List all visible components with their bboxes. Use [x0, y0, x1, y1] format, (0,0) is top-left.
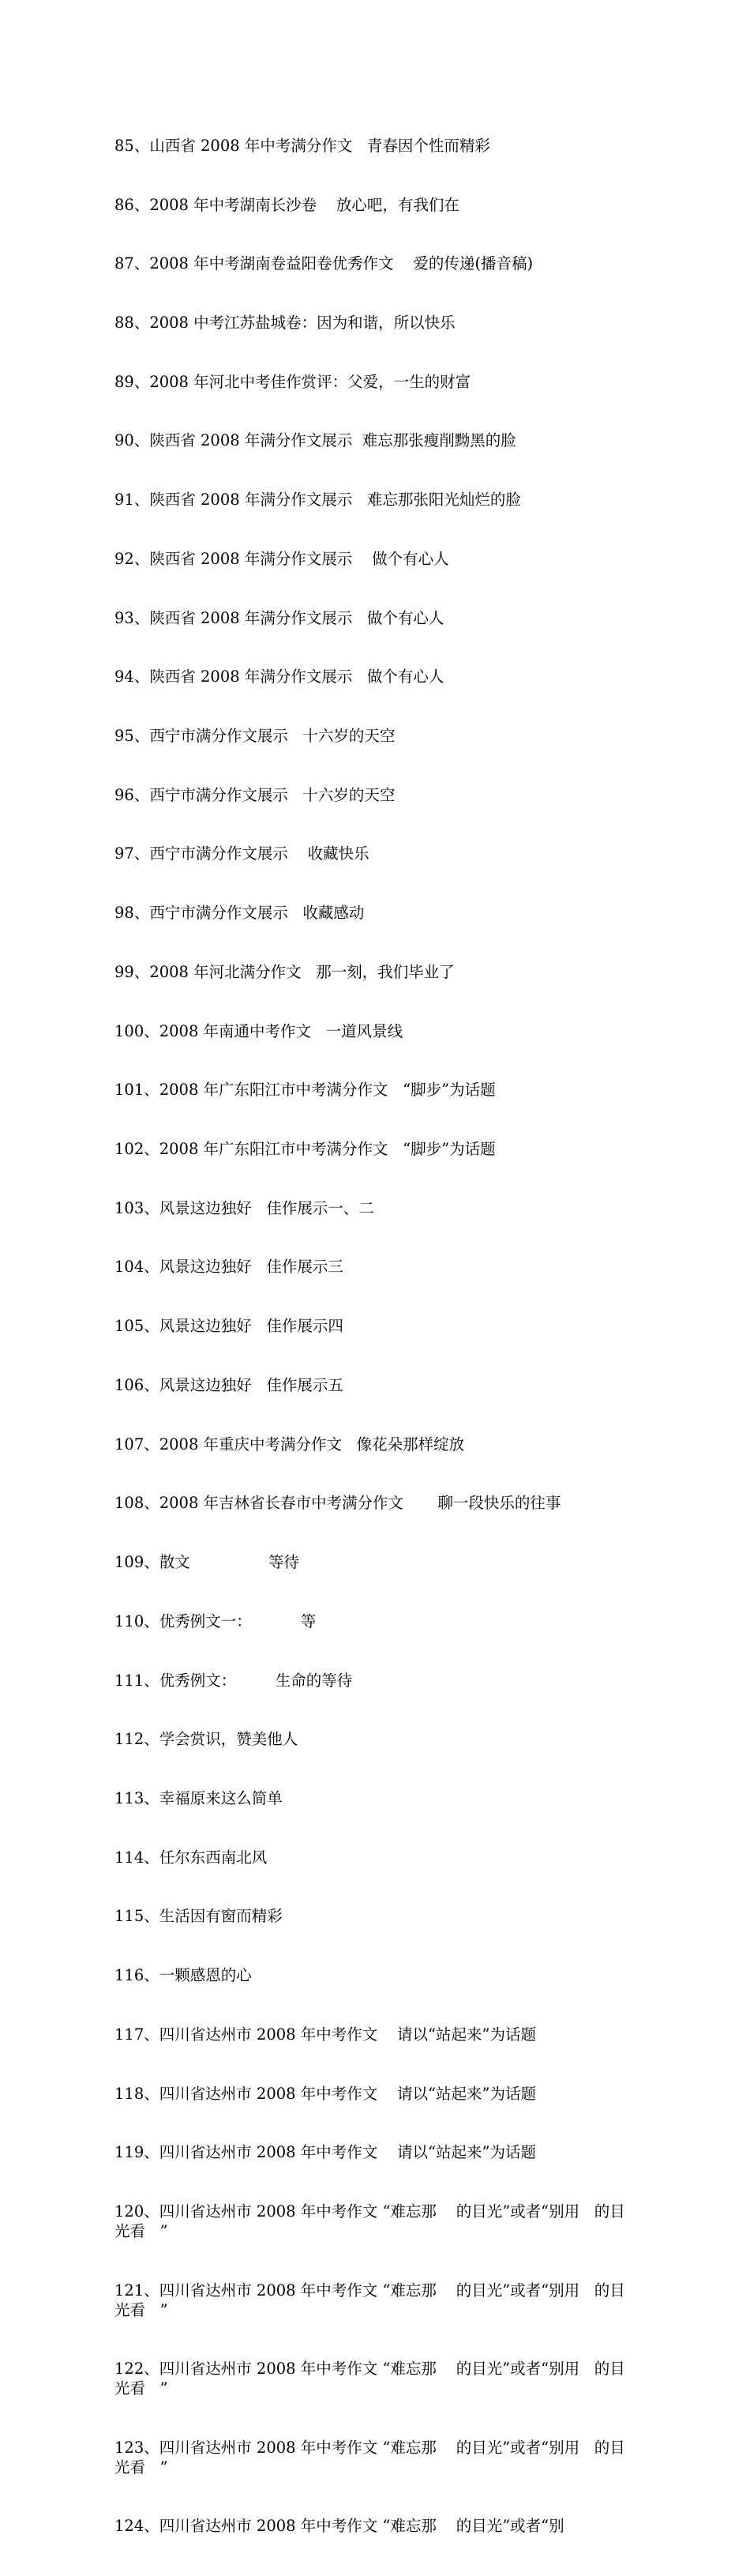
list-item: 105、风景这边独好 佳作展示四 — [114, 1317, 343, 1336]
list-item: 86、2008 年中考湖南长沙卷 放心吧，有我们在 — [114, 195, 459, 214]
list-item: 93、陕西省 2008 年满分作文展示 做个有心人 — [114, 608, 444, 627]
list-item: 115、生活因有窗而精彩 — [114, 1907, 283, 1926]
list-item: 101、2008 年广东阳江市中考满分作文 “脚步”为话题 — [114, 1081, 496, 1100]
list-item: 89、2008 年河北中考佳作赏评：父爱，一生的财富 — [114, 372, 471, 391]
list-item: 102、2008 年广东阳江市中考满分作文 “脚步”为话题 — [114, 1140, 496, 1159]
article-list — [114, 97, 639, 2576]
list-item: 98、西宁市满分作文展示 收藏感动 — [114, 904, 365, 923]
list-item: 123、四川省达州市 2008 年中考作文 “难忘那 的目光”或者“别用 的目光看 ” — [114, 2438, 625, 2476]
list-item: 85、山西省 2008 年中考满分作文 青春因个性而精彩 — [114, 136, 490, 155]
list-item: 92、陕西省 2008 年满分作文展示 做个有心人 — [114, 549, 449, 568]
list-item: 110、优秀例文一： 等 — [114, 1611, 317, 1630]
list-item: 90、陕西省 2008 年满分作文展示 难忘那张瘦削黝黑的脸 — [114, 431, 516, 450]
list-item: 119、四川省达州市 2008 年中考作文 请以“站起来”为话题 — [114, 2143, 536, 2162]
list-item: 118、四川省达州市 2008 年中考作文 请以“站起来”为话题 — [114, 2084, 536, 2103]
list-item: 108、2008 年吉林省长春市中考满分作文 聊一段快乐的往事 — [114, 1494, 561, 1513]
list-item: 113、幸福原来这么简单 — [114, 1788, 283, 1807]
list-item: 106、风景这边独好 佳作展示五 — [114, 1375, 343, 1394]
list-item: 88、2008 中考江苏盐城卷：因为和谐，所以快乐 — [114, 313, 456, 332]
list-item: 97、西宁市满分作文展示 收藏快乐 — [114, 844, 369, 863]
list-item: 96、西宁市满分作文展示 十六岁的天空 — [114, 785, 396, 804]
list-item: 87、2008 年中考湖南卷益阳卷优秀作文 爱的传递(播音稿) — [114, 254, 534, 273]
list-item: 107、2008 年重庆中考满分作文 像花朵那样绽放 — [114, 1435, 465, 1453]
list-item: 116、一颗感恩的心 — [114, 1966, 252, 1985]
list-item: 120、四川省达州市 2008 年中考作文 “难忘那 的目光”或者“别用 的目光看 ” — [114, 2202, 625, 2240]
list-item: 117、四川省达州市 2008 年中考作文 请以“站起来”为话题 — [114, 2025, 536, 2044]
list-item: 95、西宁市满分作文展示 十六岁的天空 — [114, 727, 396, 745]
list-item: 114、任尔东西南北风 — [114, 1848, 268, 1867]
list-item: 100、2008 年南通中考作文 一道风景线 — [114, 1021, 403, 1040]
list-item: 103、风景这边独好 佳作展示一、二 — [114, 1198, 374, 1217]
list-item: 111、优秀例文： 生命的等待 — [114, 1671, 353, 1690]
list-item: 99、2008 年河北满分作文 那一刻，我们毕业了 — [114, 962, 455, 981]
list-item: 109、散文 等待 — [114, 1553, 299, 1572]
list-item: 112、学会赏识，赞美他人 — [114, 1730, 298, 1749]
list-item: 104、风景这边独好 佳作展示三 — [114, 1258, 343, 1277]
list-item: 91、陕西省 2008 年满分作文展示 难忘那张阳光灿烂的脸 — [114, 491, 521, 510]
list-item: 122、四川省达州市 2008 年中考作文 “难忘那 的目光”或者“别用 的目光看 ” — [114, 2360, 625, 2398]
list-item: 124、四川省达州市 2008 年中考作文 “难忘那 的目光”或者“别 — [114, 2517, 564, 2536]
list-item: 121、四川省达州市 2008 年中考作文 “难忘那 的目光”或者“别用 的目光看 ” — [114, 2281, 625, 2319]
list-item: 94、陕西省 2008 年满分作文展示 做个有心人 — [114, 668, 444, 686]
